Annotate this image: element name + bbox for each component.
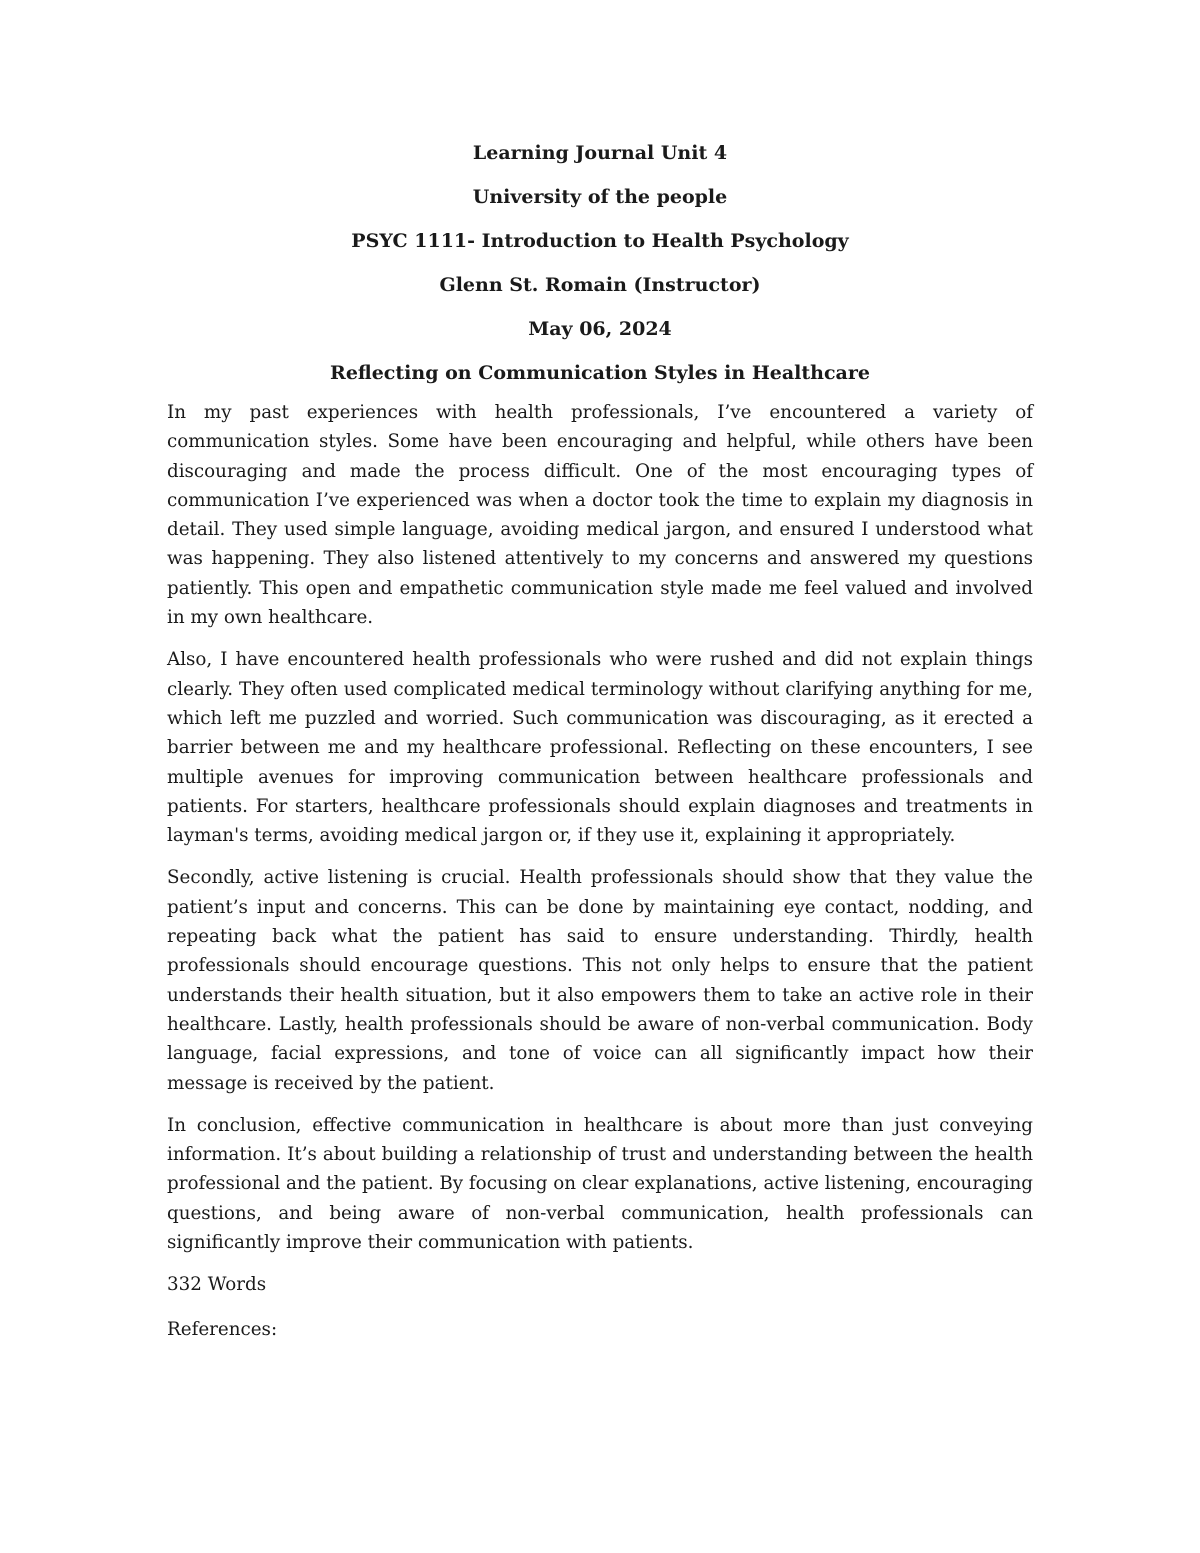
- instructor-name: Glenn St. Romain (Instructor): [439, 274, 761, 296]
- body-paragraph-3: Secondly, active listening is crucial. Health professionals should show that they value the patient’s input and concerns. This can be done by maintaining eye contact, nodding, and repeating back what the patient has said to ensure understanding. Thirdly, health professionals should encourage questions. This not only helps to ensure that the patient understands their health situation, but it also empowers them to take an active role in their healthcare. Lastly, health professionals should be aware of non-verbal communication. Body language, facial expressions, and tone of voice can all significantly impact how their message is received by the patient.: [167, 867, 1033, 1094]
- word-count: 332 Words: [167, 1274, 267, 1296]
- body-paragraph-1: In my past experiences with health professionals, I’ve encountered a variety of communication styles. Some have been encouraging and helpful, while others have been discouraging and made the process difficult. One of the most encouraging types of communication I’ve experienced was when a doctor took the time to explain my diagnosis in detail. They used simple language, avoiding medical jargon, and ensured I understood what was happening. They also listened attentively to my concerns and answered my questions patiently. This open and empathetic communication style made me feel valued and involved in my own healthcare.: [167, 402, 1033, 629]
- body-paragraph-2: Also, I have encountered health professionals who were rushed and did not explain things clearly. They often used complicated medical terminology without clarifying anything for me, which left me puzzled and worried. Such communication was discouraging, as it erected a barrier between me and my healthcare professional. Reflecting on these encounters, I see multiple avenues for improving communication between healthcare professionals and patients. For starters, healthcare professionals should explain diagnoses and treatments in layman's terms, avoiding medical jargon or, if they use it, explaining it appropriately.: [167, 649, 1033, 847]
- references-heading: References:: [167, 1318, 278, 1340]
- body-paragraph-4: In conclusion, effective communication in healthcare is about more than just conveying information. It’s about building a relationship of trust and understanding between the health professional and the patient. By focusing on clear explanations, active listening, encouraging questions, and being aware of non-verbal communication, health professionals can significantly improve their communication with patients.: [167, 1114, 1033, 1254]
- essay-title: Reflecting on Communication Styles in Healthcare: [330, 362, 870, 384]
- institution-name: University of the people: [472, 186, 728, 208]
- journal-title: Learning Journal Unit 4: [472, 142, 728, 164]
- document-date: May 06, 2024: [528, 318, 672, 340]
- document-content: [167, 140, 1033, 1359]
- course-name: PSYC 1111- Introduction to Health Psychology: [351, 230, 849, 252]
